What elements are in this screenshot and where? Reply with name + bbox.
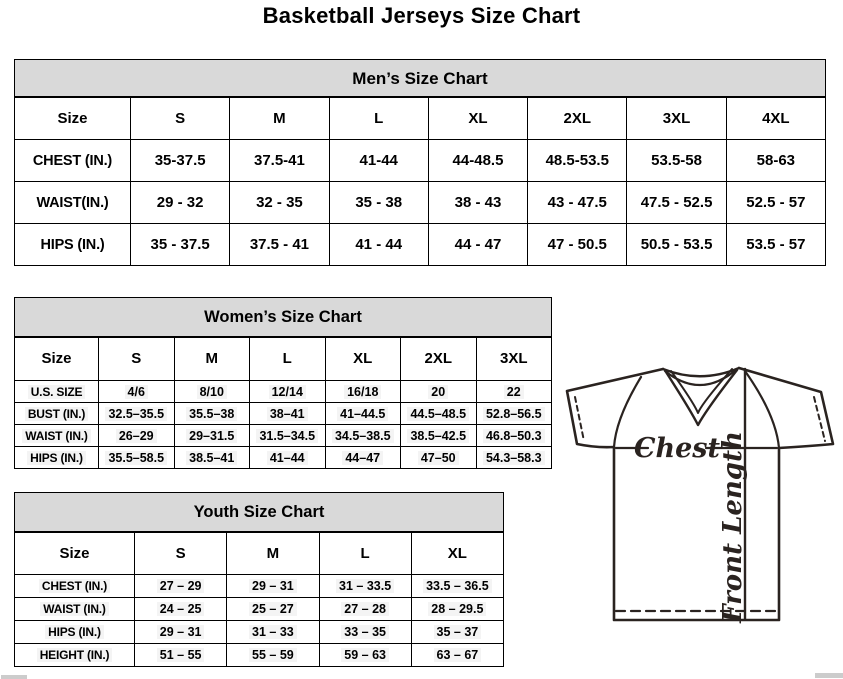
cell-text: 52.5 - 57	[746, 194, 806, 212]
column-header: 2XL	[528, 97, 627, 140]
cell-text: 33 – 35	[341, 625, 389, 639]
cell-text: HIPS (IN.)	[27, 451, 86, 465]
womens-chart-table	[14, 336, 552, 469]
scrollbar-fragment-right[interactable]	[815, 673, 843, 678]
column-header: XL	[428, 97, 527, 140]
cell-text: 41–44	[267, 451, 308, 465]
cell-text: WAIST (IN.)	[40, 602, 108, 616]
cell-text: WAIST (IN.)	[22, 429, 90, 443]
cell-text: 29 – 31	[249, 579, 297, 593]
cell-text: 8/10	[197, 385, 227, 399]
row-label	[15, 182, 131, 224]
measurement-cell	[174, 425, 250, 447]
column-header: XL	[411, 532, 503, 575]
table-row	[15, 403, 552, 425]
measurement-cell	[726, 140, 825, 182]
womens-chart-header: Women’s Size Chart	[14, 297, 552, 338]
measurement-cell	[325, 425, 401, 447]
cell-text: CHEST (IN.)	[39, 579, 110, 593]
measurement-cell	[476, 425, 552, 447]
measurement-cell	[131, 140, 230, 182]
measurement-cell	[401, 447, 477, 469]
cell-text: U.S. SIZE	[28, 385, 86, 399]
measurement-cell	[325, 447, 401, 469]
row-label	[15, 224, 131, 266]
measurement-cell	[135, 644, 227, 667]
column-header: Size	[15, 97, 131, 140]
measurement-cell	[627, 182, 726, 224]
youth-chart-table	[14, 531, 504, 667]
cell-text: 63 – 67	[434, 648, 482, 662]
size-header-row	[15, 337, 552, 381]
measurement-cell	[131, 224, 230, 266]
cell-text: 29–31.5	[186, 429, 237, 443]
size-grid	[14, 531, 504, 667]
cell-text: 53.5-58	[651, 152, 702, 170]
measurement-cell	[319, 644, 411, 667]
cell-text: 46.8–50.3	[483, 429, 545, 443]
measurement-cell	[131, 182, 230, 224]
measurement-cell	[230, 182, 329, 224]
measurement-cell	[227, 598, 319, 621]
measurement-cell	[230, 140, 329, 182]
measurement-cell	[428, 182, 527, 224]
cell-text: 38.5–41	[186, 451, 237, 465]
measurement-cell	[401, 403, 477, 425]
measurement-cell	[401, 381, 477, 403]
measurement-cell	[250, 447, 326, 469]
column-header: XL	[325, 337, 401, 381]
cell-text: HIPS (IN.)	[40, 236, 105, 253]
measurement-cell	[174, 403, 250, 425]
cell-text: 48.5-53.5	[545, 152, 609, 170]
table-row	[15, 644, 504, 667]
column-header: 4XL	[726, 97, 825, 140]
cell-text: 26–29	[116, 429, 157, 443]
table-row	[15, 182, 826, 224]
measurement-cell	[174, 447, 250, 469]
cell-text: 16/18	[344, 385, 381, 399]
row-label	[15, 447, 99, 469]
column-header: M	[174, 337, 250, 381]
measurement-cell	[329, 224, 428, 266]
column-header: Size	[15, 532, 135, 575]
cell-text: 58-63	[756, 152, 796, 170]
cell-text: 44.5–48.5	[407, 407, 469, 421]
cell-text: CHEST (IN.)	[32, 152, 113, 169]
measurement-cell	[528, 224, 627, 266]
scrollbar-fragment-left[interactable]	[1, 675, 27, 679]
measurement-cell	[319, 575, 411, 598]
cell-text: 20	[428, 385, 448, 399]
table-row	[15, 425, 552, 447]
cell-text: 27 – 28	[341, 602, 389, 616]
measurement-cell	[476, 447, 552, 469]
front-length-label: Front Length	[718, 431, 748, 623]
chest-label: Chest	[634, 433, 720, 464]
cell-text: 44-48.5	[452, 152, 504, 170]
row-label	[15, 140, 131, 182]
cell-text: 33.5 – 36.5	[423, 579, 492, 593]
measurement-cell	[528, 140, 627, 182]
cell-text: BUST (IN.)	[25, 407, 88, 421]
measurement-cell	[99, 447, 175, 469]
measurement-cell	[99, 381, 175, 403]
measurement-cell	[227, 575, 319, 598]
measurement-cell	[99, 425, 175, 447]
measurement-cell	[726, 224, 825, 266]
measurement-cell	[476, 381, 552, 403]
row-label	[15, 621, 135, 644]
column-header: 2XL	[401, 337, 477, 381]
row-label	[15, 575, 135, 598]
cell-text: 51 – 55	[157, 648, 205, 662]
cell-text: 38.5–42.5	[407, 429, 469, 443]
cell-text: 50.5 - 53.5	[640, 236, 713, 254]
measurement-cell	[250, 425, 326, 447]
womens-size-chart	[14, 297, 552, 469]
size-grid	[14, 96, 826, 266]
measurement-cell	[411, 644, 503, 667]
measurement-cell	[230, 224, 329, 266]
cell-text: 38 - 43	[454, 194, 502, 212]
cell-text: 35-37.5	[154, 152, 206, 170]
column-header: M	[227, 532, 319, 575]
column-header: M	[230, 97, 329, 140]
measurement-cell	[476, 403, 552, 425]
cell-text: 4/6	[125, 385, 148, 399]
size-grid	[14, 336, 552, 469]
measurement-cell	[411, 598, 503, 621]
row-label	[15, 644, 135, 667]
measurement-cell	[99, 403, 175, 425]
cell-text: 35 - 37.5	[150, 236, 210, 254]
cell-text: 35 - 38	[355, 194, 403, 212]
cell-text: 41 - 44	[355, 236, 403, 254]
row-label	[15, 425, 99, 447]
cell-text: 37.5-41	[253, 152, 305, 170]
size-header-row	[15, 97, 826, 140]
row-label	[15, 403, 99, 425]
cell-text: 52.8–56.5	[483, 407, 545, 421]
cell-text: 22	[504, 385, 524, 399]
jersey-diagram	[552, 352, 843, 630]
cell-text: 41–44.5	[337, 407, 388, 421]
cell-text: 44 - 47	[454, 236, 502, 254]
page-title: Basketball Jerseys Size Chart	[262, 3, 581, 28]
column-header: L	[329, 97, 428, 140]
cell-text: 31.5–34.5	[256, 429, 318, 443]
cell-text: 59 – 63	[341, 648, 389, 662]
cell-text: 53.5 - 57	[746, 236, 806, 254]
cell-text: 27 – 29	[157, 579, 205, 593]
measurement-cell	[227, 621, 319, 644]
table-row	[15, 621, 504, 644]
measurement-cell	[401, 425, 477, 447]
cell-text: 47–50	[418, 451, 459, 465]
table-row	[15, 447, 552, 469]
column-header: 3XL	[627, 97, 726, 140]
cell-text: 44–47	[342, 451, 383, 465]
size-header-row	[15, 532, 504, 575]
cell-text: 55 – 59	[249, 648, 297, 662]
cell-text: HEIGHT (IN.)	[37, 648, 113, 662]
column-header: L	[319, 532, 411, 575]
row-label	[15, 598, 135, 621]
measurement-cell	[227, 644, 319, 667]
measurement-cell	[528, 182, 627, 224]
cell-text: 32 - 35	[256, 194, 303, 212]
cell-text: 43 - 47.5	[547, 194, 607, 212]
table-row	[15, 575, 504, 598]
cell-text: 24 – 25	[157, 602, 205, 616]
cell-text: 29 - 32	[156, 194, 204, 212]
table-row	[15, 381, 552, 403]
cell-text: 12/14	[269, 385, 306, 399]
cell-text: 35.5–38	[186, 407, 237, 421]
measurement-cell	[329, 140, 428, 182]
measurement-cell	[135, 621, 227, 644]
cell-text: 41-44	[359, 152, 398, 170]
measurement-cell	[428, 140, 527, 182]
measurement-cell	[319, 621, 411, 644]
column-header: 3XL	[476, 337, 552, 381]
measurement-cell	[325, 381, 401, 403]
measurement-cell	[250, 403, 326, 425]
jersey-outline	[567, 368, 833, 620]
cell-text: HIPS (IN.)	[45, 625, 104, 639]
youth-size-chart	[14, 492, 504, 667]
jersey-armhole-right	[745, 371, 779, 448]
measurement-cell	[627, 140, 726, 182]
measurement-cell	[329, 182, 428, 224]
measurement-cell	[325, 403, 401, 425]
measurement-cell	[250, 381, 326, 403]
cell-text: 29 – 31	[157, 625, 205, 639]
cell-text: 54.3–58.3	[483, 451, 545, 465]
mens-size-chart	[14, 59, 826, 266]
measurement-cell	[174, 381, 250, 403]
table-row	[15, 224, 826, 266]
measurement-cell	[135, 598, 227, 621]
column-header: Size	[15, 337, 99, 381]
cell-text: 28 – 29.5	[428, 602, 486, 616]
cell-text: 47 - 50.5	[547, 236, 607, 254]
cell-text: WAIST(IN.)	[36, 194, 109, 211]
table-row	[15, 598, 504, 621]
mens-chart-header: Men’s Size Chart	[14, 59, 826, 98]
cell-text: 37.5 - 41	[249, 236, 310, 254]
cell-text: 31 – 33.5	[336, 579, 394, 593]
column-header: L	[250, 337, 326, 381]
measurement-cell	[428, 224, 527, 266]
cell-text: 38–41	[267, 407, 308, 421]
measurement-cell	[726, 182, 825, 224]
cell-text: 47.5 - 52.5	[640, 194, 713, 212]
measurement-cell	[135, 575, 227, 598]
cell-text: 35.5–58.5	[105, 451, 167, 465]
cell-text: 35 – 37	[434, 625, 482, 639]
table-row	[15, 140, 826, 182]
cell-text: 34.5–38.5	[332, 429, 394, 443]
measurement-cell	[411, 621, 503, 644]
cell-text: 25 – 27	[249, 602, 297, 616]
cell-text: 31 – 33	[249, 625, 297, 639]
row-label	[15, 381, 99, 403]
column-header: S	[135, 532, 227, 575]
measurement-cell	[319, 598, 411, 621]
measurement-cell	[411, 575, 503, 598]
youth-chart-header: Youth Size Chart	[14, 492, 504, 533]
cell-text: 32.5–35.5	[105, 407, 167, 421]
mens-chart-table	[14, 96, 826, 266]
measurement-cell	[627, 224, 726, 266]
column-header: S	[99, 337, 175, 381]
column-header: S	[131, 97, 230, 140]
